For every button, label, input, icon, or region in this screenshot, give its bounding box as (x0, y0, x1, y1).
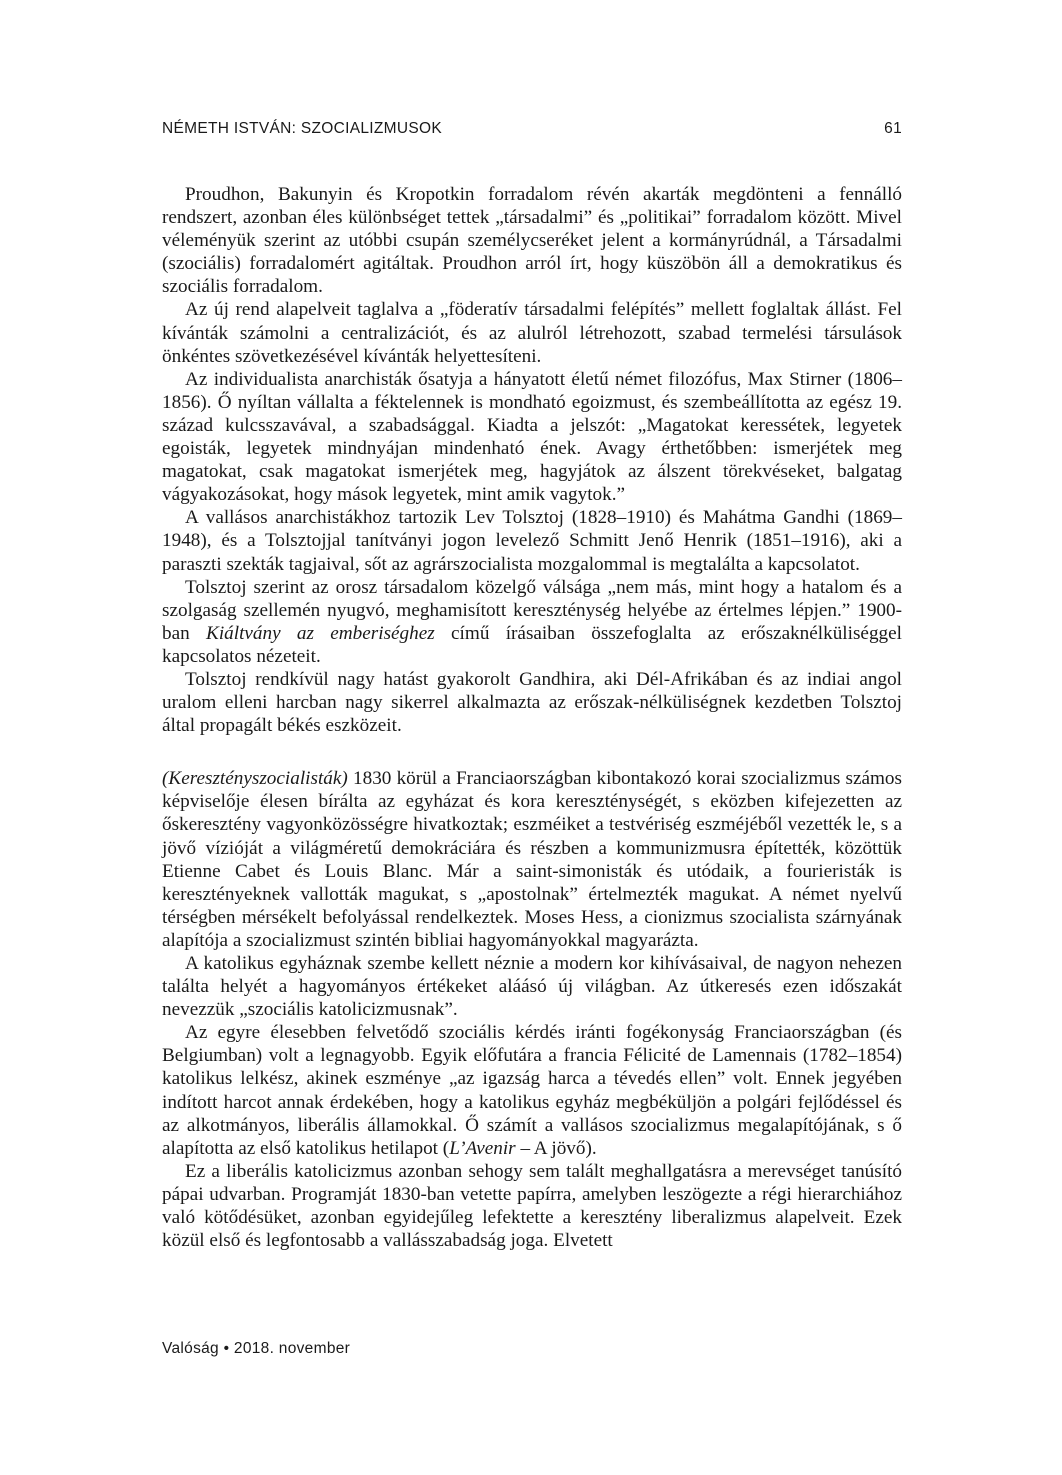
paragraph: A vallásos anarchistákhoz tartozik Lev Tolsztoj (1828–1910) és Mahátma Gandhi (1869–1948), és a Tolsztojjal tanítványi jogon levelező Schmitt Jenő Henrik (1851–1916), aki a paraszti szekták tagjaival, sőt az agrárszocialista mozgalommal is megtalálta a kapcsolatot. (162, 507, 902, 575)
text-run: Az egyre élesebben felvetődő szociális kérdés iránti fogékonyság Franciaországban (és Belgiumban) volt a legnagyobb. Egyik előfutára a francia Félicité de Lamennais (1782–1854) katolikus lelkész, akinek eszménye „az igazság harca a tévedés ellen” volt. Ennek jegyében indított harcot annak érdekében, hogy a katolikus egyház megbéküljön a polgári fejlődéssel és az alkotmányos, liberális államokkal. Ő számít a vallásos szocializmus megalapítójának, s ő alapította az első katolikus hetilapot ( (162, 1022, 902, 1159)
page-number: 61 (884, 120, 902, 137)
paragraph (162, 576, 902, 668)
paragraph: Proudhon, Bakunyin és Kropotkin forradalom révén akarták megdönteni a fennálló rendszert, azonban éles különbséget tettek „társadalmi” és „politikai” forradalom között. Mivel véleményük szerint az utóbbi csupán személycseréket jelent a kormányrúdnál, a Társadalmi (szociális) forradalomért agitáltak. Proudhon arról írt, hogy küszöbön áll a demokratikus és szociális forradalom. (162, 184, 902, 298)
paragraph (162, 1021, 902, 1160)
paragraph: Az új rend alapelveit taglalva a „föderatív társadalmi felépítés” mellett foglaltak állást. Fel kívánták számolni a centralizációt, és az alulról létrehozott, szabad termelési társulások önkéntes szövetkezésével kívánták helyettesíteni. (162, 299, 902, 367)
paragraph: Tolsztoj rendkívül nagy hatást gyakorolt Gandhira, aki Dél-Afrikában és az indiai angol uralom elleni harcban nagy sikerrel alkalmazta az erőszak-nélküliségnek kezdetben Tolsztoj által propagált békés eszközeit. (162, 668, 902, 737)
section-heading: (Keresztényszocialisták) (162, 768, 348, 790)
article-body (162, 183, 902, 1252)
paragraph: A katolikus egyháznak szembe kellett néznie a modern kor kihívásaival, de nagyon nehezen találta helyét a hagyományos értékeket aláásó új világban. Az útkeresés ezen időszakát nevezzük „szociális katolicizmusnak”. (162, 953, 902, 1021)
paragraph: Ez a liberális katolicizmus azonban sehogy sem talált meghallgatásra a merevséget tanúsító pápai udvarban. Programját 1830-ban vetette papírra, amelyben leszögezte a régi hierarchiához való kötődésüket, azonban egyidejűleg lefektette a keresztény liberalizmus alapelveit. Ezek közül első és legfontosabb a vallásszabadság joga. Elvetett (162, 1160, 902, 1252)
paragraph: Az individualista anarchisták ősatyja a hányatott életű német filozófus, Max Stirner (1806–1856). Ő nyíltan vállalta a féktelennek is mondható egoizmust, és szembeállította az egész 19. század kulcsszavával, a szabadsággal. Kiadta a jelszót: „Magatokat keressétek, legyetek egoisták, legyetek mindnyájan mindenható ének. Avagy érthetőbben: ismerjétek meg magatokat, csak magatokat ismerjétek meg, hagyjátok az álszent törekvéseket, balgatag vágyakozásokat, hogy mások legyetek, mint amik vagytok.” (162, 368, 902, 506)
page-footer: Valóság • 2018. november (162, 1340, 351, 1357)
newspaper-title: L’Avenir (449, 1137, 516, 1159)
book-title: Kiáltvány az emberiséghez (206, 622, 435, 644)
text-run: – A jövő). (515, 1137, 597, 1159)
text-run: 1830 körül a Franciaországban kibontakozó korai szocializmus számos képviselője élesen bírálta az egyházat és kora kereszténységét, s eközben kifejezetten az őskeresztény vagyonközösségre hivatkoztak; eszméiket a testvériség eszméjéből vezették le, s a jövő vízióját a világméretű demokráciára és részben a kommunizmusra építették, közöttük Etienne Cabet és Louis Blanc. Már a saint-simonisták és utódaik, a fourieristák is keresztényeknek vallották magukat, s „apostolnak” értelmezték magukat. A német nyelvű térségben mérsékelt befolyással rendelkeztek. Moses Hess, a cionizmus szocialista szárnyának alapítója a szocializmust szintén bibliai hagyományokkal magyarázta. (162, 768, 902, 951)
section-paragraph (162, 767, 902, 952)
text-run: című írásaiban összefoglalta az erőszaknélküliséggel kapcsolatos nézeteit. (162, 622, 902, 667)
text-run: Tolsztoj szerint az orosz társadalom közelgő válsága „nem más, mint hogy a hatalom és a szolgaság szellemén nyugvó, meghamisított kereszténység helyébe az értelmes lépjen.” 1900-ban (162, 576, 902, 644)
running-title: NÉMETH ISTVÁN: SZOCIALIZMUSOK (162, 120, 442, 137)
